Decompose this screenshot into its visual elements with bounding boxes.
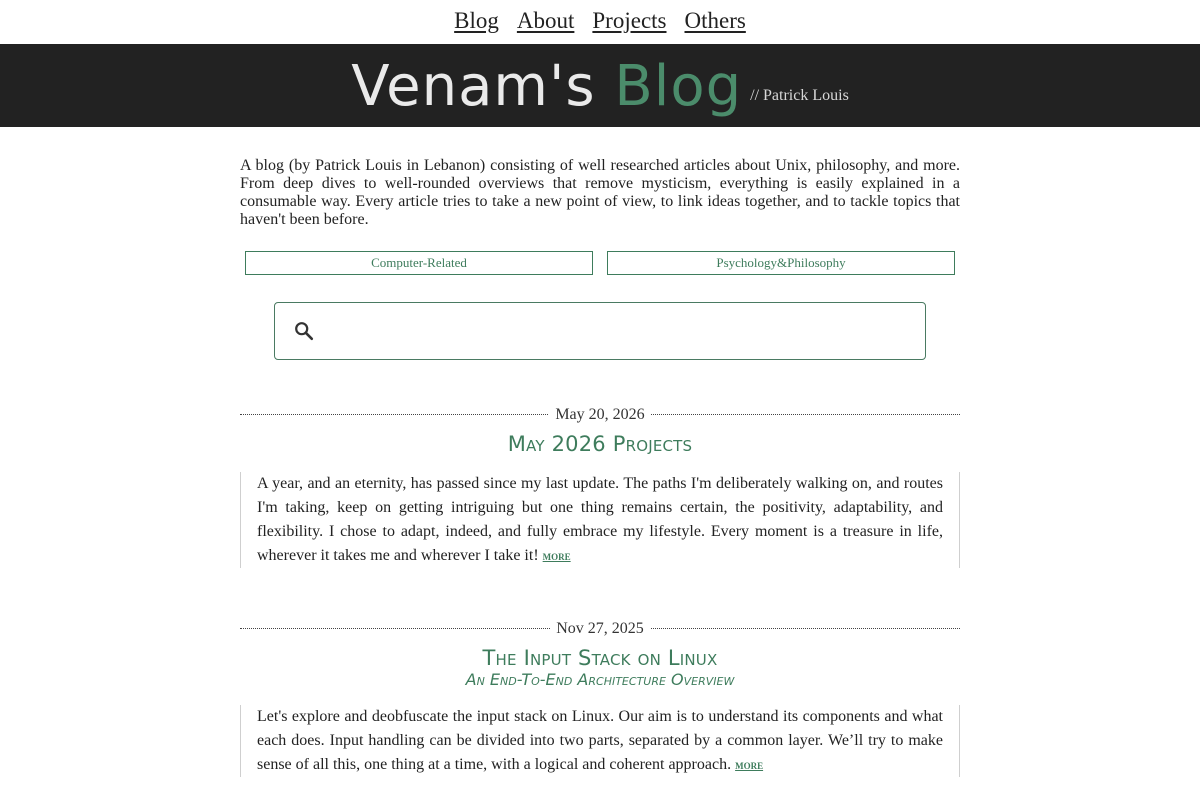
post-excerpt [240,472,960,568]
post-excerpt-text: A year, and an eternity, has passed since my last update. The paths I'm deliberately walking on, and routes I'm taking, keep on getting intriguing but one thing remains certain, the positivity, adaptability, and flexibility. I chose to adapt, indeed, and fully embrace my lifestyle. Every moment is a treasure in life, wherever it takes me and wherever I take it! [257,475,943,564]
site-author: // Patrick Louis [750,87,849,104]
top-nav [0,0,1200,44]
post-item [240,618,960,777]
nav-link-blog[interactable]: Blog [454,8,499,33]
site-title-accent: Blog [614,54,743,119]
post-date: May 20, 2026 [549,406,650,424]
post-date: Nov 27, 2025 [550,620,650,638]
site-title-main: Venam's [351,54,615,119]
main-content [240,157,960,777]
post-excerpt [240,705,960,777]
site-header [0,44,1200,127]
search-box[interactable] [274,302,926,360]
post-title-link[interactable]: The Input Stack on Linux [482,646,718,670]
intro-text: A blog (by Patrick Louis in Lebanon) consisting of well researched articles about Unix, philosophy, and more. From deep dives to well-rounded overviews that remove mysticism, everything is easily explained in a consumable way. Every article tries to take a new point of view, to link ideas together, and to tackle topics that haven't been before. [240,157,960,228]
post-subtitle: An End-To-End Architecture Overview [465,670,735,689]
more-link[interactable]: more [542,548,571,563]
nav-link-about[interactable]: About [516,8,575,33]
category-buttons [240,251,960,275]
category-computer-related-button[interactable]: Computer-Related [245,251,593,275]
post-title-link[interactable]: May 2026 Projects [507,432,693,456]
site-title[interactable] [351,54,743,119]
post-item [240,404,960,568]
nav-link-projects[interactable]: Projects [592,8,667,33]
category-psychology-philosophy-button[interactable]: Psychology&Philosophy [607,251,955,275]
post-excerpt-text: Let's explore and deobfuscate the input stack on Linux. Our aim is to understand its components and what each does. Input handling can be divided into two parts, separated by a common layer. We’ll try to make sense of all this, one thing at a time, with a logical and coherent approach. [257,708,943,773]
search-input[interactable] [325,310,925,352]
more-link[interactable]: more [735,757,764,772]
post-date-row [240,618,960,640]
search-icon [293,320,315,342]
post-date-row [240,404,960,426]
nav-link-others[interactable]: Others [684,8,746,33]
